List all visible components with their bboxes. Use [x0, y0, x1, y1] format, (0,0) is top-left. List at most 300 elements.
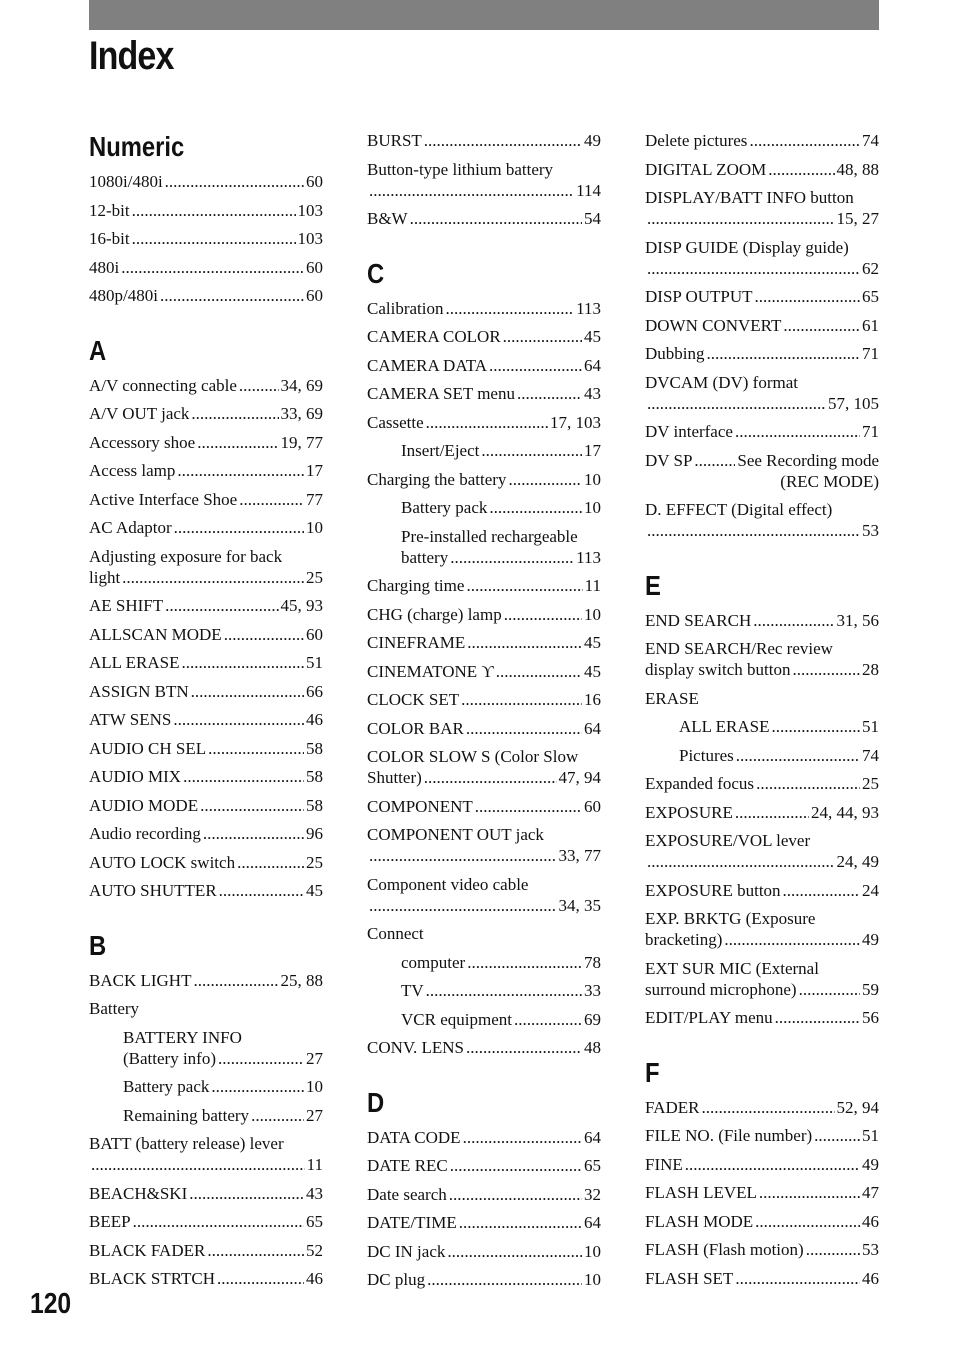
- entry-line: [367, 469, 601, 490]
- dot-leader: [369, 845, 557, 866]
- index-entry: [645, 802, 879, 823]
- index-section: [367, 130, 601, 229]
- page-reference: 28: [862, 660, 879, 679]
- entry-text: ATW SENS: [89, 710, 172, 729]
- entry-text: computer: [401, 952, 466, 972]
- dot-leader: [514, 1009, 582, 1030]
- entry-line: [679, 745, 879, 766]
- dot-leader: [755, 286, 860, 307]
- entry-line: [679, 716, 879, 737]
- dot-leader: [173, 709, 304, 730]
- entry-lead-text: BATTERY INFO: [123, 1027, 242, 1047]
- dot-leader: [369, 895, 557, 916]
- index-column-1: [89, 130, 323, 1297]
- entry-line: [645, 880, 879, 901]
- entry-line: [645, 159, 879, 180]
- section-heading: Numeric: [89, 131, 185, 162]
- index-entry: [645, 499, 879, 541]
- dot-leader: [197, 432, 278, 453]
- section-gap: [367, 1066, 601, 1086]
- index-entry: [89, 795, 323, 816]
- entry-text: AUDIO MIX: [89, 767, 182, 786]
- section-heading: A: [89, 334, 107, 366]
- entry-text: Access lamp: [89, 461, 176, 480]
- index-entry: [89, 681, 323, 702]
- index-entry: [89, 1133, 323, 1175]
- page-reference: 24, 49: [836, 852, 879, 871]
- dot-leader: [461, 689, 582, 710]
- entry-line: [123, 1048, 323, 1069]
- page-reference: 60: [306, 172, 323, 191]
- entry-line: [401, 1009, 601, 1030]
- dot-leader: [410, 208, 582, 229]
- index-entry: [89, 285, 323, 306]
- entry-line: [89, 403, 323, 424]
- entry-text: Remaining battery: [123, 1105, 250, 1125]
- page-reference: 11: [306, 1155, 323, 1174]
- index-entry: [89, 766, 323, 787]
- index-entry: [367, 661, 601, 682]
- entry-text: ALLSCAN MODE: [89, 624, 222, 644]
- entry-lead-text: EXP. BRKTG (Exposure: [645, 909, 816, 928]
- dot-leader: [759, 1182, 860, 1203]
- index-entry: [645, 638, 879, 680]
- dot-leader: [189, 1183, 304, 1204]
- entry-line: [645, 1125, 879, 1146]
- entry-text: DC plug: [367, 1270, 426, 1289]
- index-entry: [367, 208, 601, 229]
- index-entry: [367, 355, 601, 376]
- page-reference: 24, 44, 93: [811, 802, 879, 822]
- index-entry: [367, 1241, 601, 1262]
- dot-leader: [481, 440, 582, 461]
- entry-text: DV interface: [645, 422, 733, 441]
- entry-line: [367, 1155, 601, 1176]
- dot-leader: [203, 823, 304, 844]
- page-reference: 48, 88: [836, 159, 879, 179]
- page-reference: 113: [576, 547, 601, 567]
- index-entry: [367, 298, 601, 319]
- entry-text: VCR equipment: [401, 1009, 512, 1029]
- entry-text: FILE NO. (File number): [645, 1126, 813, 1145]
- index-entry: [367, 746, 601, 788]
- dot-leader: [251, 1105, 304, 1126]
- entry-text: Battery pack: [123, 1077, 210, 1096]
- entry-line: [89, 652, 323, 673]
- dot-leader: [450, 547, 574, 568]
- page-reference: 34, 69: [280, 375, 323, 395]
- entry-line: [89, 681, 323, 702]
- entry-text: BURST: [367, 131, 422, 150]
- index-entry: [89, 1076, 323, 1097]
- page-reference: 33, 77: [558, 846, 601, 865]
- index-entry: [367, 689, 601, 710]
- entry-text: EDIT/PLAY menu: [645, 1008, 773, 1027]
- entry-line: [89, 738, 323, 759]
- page-reference: 71: [862, 422, 879, 441]
- page-reference: 60: [306, 257, 323, 277]
- page-reference: 78: [584, 952, 601, 972]
- page-reference: 33, 69: [280, 404, 323, 423]
- index-entry: [645, 286, 879, 307]
- page-reference: 27: [306, 1105, 323, 1125]
- page-reference: 47: [862, 1183, 879, 1202]
- index-entry: [89, 970, 323, 991]
- index-entry: [89, 880, 323, 901]
- section-gap: [645, 1036, 879, 1056]
- index-entry: [367, 412, 601, 433]
- index-entry: [89, 624, 323, 645]
- page-reference: 61: [862, 315, 879, 335]
- entry-text: CONV. LENS: [367, 1038, 464, 1057]
- page-reference: 65: [862, 287, 879, 306]
- index-entry: [367, 497, 601, 518]
- dot-leader: [424, 130, 582, 151]
- entry-text: 480p/480i: [89, 286, 158, 305]
- entry-lead-text: Connect: [367, 924, 424, 943]
- page-reference: 58: [306, 795, 323, 815]
- page-reference: 47, 94: [558, 768, 601, 787]
- page-reference: 46: [306, 710, 323, 729]
- entry-line: [367, 767, 601, 788]
- dot-leader: [755, 1211, 860, 1232]
- index-section: [89, 171, 323, 306]
- entry-text: display switch button: [645, 660, 791, 679]
- index-entry: [367, 796, 601, 817]
- entry-line: [645, 520, 879, 541]
- entry-line: [89, 489, 323, 510]
- page-reference: 34, 35: [558, 895, 601, 915]
- dot-leader: [783, 880, 860, 901]
- entry-text: ALL ERASE: [679, 717, 770, 736]
- dot-leader: [489, 497, 582, 518]
- dot-leader: [647, 208, 835, 229]
- index-entry: [645, 958, 879, 1000]
- entry-line: [645, 1182, 879, 1203]
- page-reference: 65: [584, 1156, 601, 1175]
- entry-line: [89, 852, 323, 873]
- index-entry: [367, 1184, 601, 1205]
- page-reference: 10: [584, 469, 601, 489]
- entry-text: Charging time: [367, 576, 465, 595]
- entry-line: [645, 208, 879, 229]
- page-reference: 46: [862, 1268, 879, 1288]
- entry-text: DISP OUTPUT: [645, 287, 753, 306]
- index-entry: [89, 171, 323, 192]
- index-entry: [367, 604, 601, 625]
- page-reference: 69: [584, 1009, 601, 1029]
- page-reference: 49: [584, 131, 601, 150]
- index-entry: [645, 745, 879, 766]
- entry-text: Active Interface Shoe: [89, 489, 238, 509]
- entry-line: [89, 200, 323, 221]
- entry-text: FLASH MODE: [645, 1211, 754, 1231]
- entry-lead-text: END SEARCH/Rec review: [645, 639, 833, 658]
- index-entry: [89, 375, 323, 396]
- dot-leader: [426, 412, 548, 433]
- entry-text: CINEFRAME: [367, 633, 466, 652]
- dot-leader: [467, 952, 582, 973]
- index-entry: [645, 1125, 879, 1146]
- entry-text: Dubbing: [645, 344, 705, 363]
- dot-leader: [489, 355, 582, 376]
- index-entry: [645, 1211, 879, 1232]
- index-entry: [645, 1007, 879, 1028]
- page-reference: 32: [584, 1184, 601, 1204]
- entry-line: [89, 709, 323, 730]
- dot-leader: [424, 767, 557, 788]
- dot-leader: [736, 745, 860, 766]
- entry-text: Delete pictures: [645, 131, 748, 150]
- page-reference: 10: [584, 1241, 601, 1261]
- entry-text: FADER: [645, 1097, 700, 1117]
- dot-leader: [707, 343, 861, 364]
- index-entry: [645, 187, 879, 229]
- entry-text: Calibration: [367, 298, 444, 318]
- page-reference: 10: [584, 1270, 601, 1289]
- entry-line: [367, 383, 601, 404]
- entry-line: [645, 1239, 879, 1260]
- entry-line: [645, 773, 879, 794]
- page-reference: 65: [306, 1212, 323, 1231]
- index-entry: [367, 923, 601, 944]
- entry-text: DIGITAL ZOOM: [645, 159, 767, 179]
- dot-leader: [647, 258, 860, 279]
- entry-line: [367, 718, 601, 739]
- entry-text: FLASH SET: [645, 1268, 734, 1288]
- entry-text: (Battery info): [123, 1048, 216, 1068]
- entry-line: [645, 1097, 879, 1118]
- entry-line: [367, 661, 601, 682]
- entry-text: AUTO SHUTTER: [89, 881, 217, 900]
- dot-leader: [724, 929, 860, 950]
- entry-text: DATA CODE: [367, 1127, 461, 1147]
- entry-line: [645, 979, 879, 1000]
- index-entry: [645, 130, 879, 151]
- dot-leader: [753, 610, 834, 631]
- entry-text: BEEP: [89, 1212, 131, 1231]
- dot-leader: [647, 851, 835, 872]
- entry-text: Expanded focus: [645, 774, 755, 793]
- dot-leader: [647, 520, 860, 541]
- index-entry: [89, 852, 323, 873]
- dot-leader: [685, 1154, 860, 1175]
- index-entry: [645, 1239, 879, 1260]
- page-reference: 54: [584, 209, 601, 228]
- dot-leader: [799, 979, 860, 1000]
- dot-leader: [508, 469, 582, 490]
- page-reference: 24: [862, 880, 879, 900]
- page-reference: 10: [306, 1077, 323, 1096]
- index-entry: [367, 874, 601, 916]
- entry-text: DC IN jack: [367, 1241, 446, 1261]
- entry-line: [367, 845, 601, 866]
- section-gap: [367, 237, 601, 257]
- entry-text: DATE/TIME: [367, 1213, 457, 1232]
- page-reference: 59: [862, 979, 879, 999]
- entry-line: [123, 1105, 323, 1126]
- page-reference: 43: [584, 384, 601, 403]
- entry-line: [645, 1211, 879, 1232]
- page-reference: 46: [306, 1269, 323, 1288]
- page-reference: 64: [584, 1213, 601, 1232]
- entry-line: [367, 1184, 601, 1205]
- entry-line: [367, 1127, 601, 1148]
- entry-line: [367, 130, 601, 151]
- index-entry: [645, 1268, 879, 1289]
- page-title: Index: [89, 34, 174, 78]
- entry-lead-text: BATT (battery release) lever: [89, 1134, 284, 1153]
- entry-text: Date search: [367, 1184, 447, 1204]
- index-entry: [89, 998, 323, 1019]
- entry-line: [89, 257, 323, 278]
- dot-leader: [237, 852, 304, 873]
- entry-line: [89, 1240, 323, 1261]
- entry-text: DOWN CONVERT: [645, 315, 782, 335]
- entry-text: Insert/Eject: [401, 441, 480, 460]
- index-entry: [367, 1269, 601, 1290]
- index-entry: [367, 1009, 601, 1030]
- index-entry: [367, 440, 601, 461]
- index-entry: [367, 1212, 601, 1233]
- page-reference: 53: [862, 521, 879, 540]
- dot-leader: [735, 421, 860, 442]
- page-reference: 10: [306, 518, 323, 537]
- page-reference: 43: [306, 1183, 323, 1203]
- index-entry: [89, 432, 323, 453]
- page-reference: 27: [306, 1048, 323, 1068]
- index-entry: [89, 823, 323, 844]
- entry-text: Pictures: [679, 745, 734, 765]
- entry-text: ASSIGN BTN: [89, 681, 189, 701]
- dot-leader: [450, 1155, 582, 1176]
- page-reference: 16: [584, 690, 601, 709]
- index-entry: [89, 228, 323, 249]
- entry-line: [89, 823, 323, 844]
- entry-line: [645, 130, 879, 151]
- page-reference: 49: [862, 1154, 879, 1174]
- index-entry: [367, 469, 601, 490]
- page-reference: 25: [306, 567, 323, 587]
- entry-line: [367, 1241, 601, 1262]
- page-reference: 96: [306, 824, 323, 843]
- index-entry: [89, 200, 323, 221]
- dot-leader: [165, 595, 278, 616]
- page-reference: 114: [576, 180, 601, 200]
- dot-leader: [496, 661, 582, 682]
- entry-text: AE SHIFT: [89, 596, 164, 615]
- entry-line: [89, 970, 323, 991]
- entry-text: COMPONENT: [367, 796, 473, 816]
- entry-line: [645, 659, 879, 680]
- index-entry: [367, 952, 601, 973]
- index-entry: [367, 575, 601, 596]
- entry-text: BACK LIGHT: [89, 970, 192, 990]
- page-reference: 64: [584, 1127, 601, 1147]
- index-entry: [367, 632, 601, 653]
- entry-text: DATE REC: [367, 1156, 448, 1175]
- dot-leader: [191, 681, 304, 702]
- entry-line: [367, 208, 601, 229]
- entry-text: AC Adaptor: [89, 518, 172, 537]
- index-entry: [645, 716, 879, 737]
- page-reference: 103: [297, 229, 323, 248]
- entry-text: EXPOSURE: [645, 802, 733, 822]
- page-reference: 25, 88: [280, 970, 323, 990]
- index-entry: [89, 460, 323, 481]
- index-entry: [89, 652, 323, 673]
- index-section: [367, 298, 601, 1059]
- page-reference: 74: [862, 131, 879, 150]
- entry-line: [401, 440, 601, 461]
- entry-line: [645, 315, 879, 336]
- entry-text: CAMERA DATA: [367, 355, 488, 375]
- index-section: [89, 375, 323, 902]
- section-gap: [645, 549, 879, 569]
- entry-text: FLASH (Flash motion): [645, 1240, 804, 1259]
- page-reference: 60: [306, 624, 323, 644]
- entry-text: COLOR BAR: [367, 718, 464, 738]
- entry-line: [89, 1154, 323, 1175]
- entry-lead-text: Adjusting exposure for back: [89, 546, 283, 566]
- entry-line: [89, 460, 323, 481]
- dot-leader: [133, 1211, 304, 1232]
- entry-line: [367, 412, 601, 433]
- entry-line: [367, 355, 601, 376]
- entry-line: [645, 851, 879, 872]
- entry-continuation: (REC MODE): [780, 471, 879, 491]
- entry-line: [89, 228, 323, 249]
- page-reference: 71: [862, 344, 879, 363]
- page-reference: 45, 93: [280, 596, 323, 615]
- index-section: [645, 610, 879, 1029]
- entry-line: [367, 604, 601, 625]
- entry-line: [645, 421, 879, 442]
- entry-text: AUTO LOCK switch: [89, 852, 236, 872]
- entry-line: [89, 1183, 323, 1204]
- dot-leader: [792, 659, 860, 680]
- entry-lead-text: EXT SUR MIC (External: [645, 958, 819, 978]
- entry-text: Shutter): [367, 768, 422, 787]
- page-reference: 66: [306, 681, 323, 701]
- page-reference: 49: [862, 930, 879, 949]
- dot-leader: [211, 1076, 304, 1097]
- index-section: [645, 1097, 879, 1289]
- section-heading: D: [367, 1086, 385, 1118]
- entry-line: [367, 796, 601, 817]
- index-entry: [89, 546, 323, 588]
- index-entry: [367, 1127, 601, 1148]
- page-reference: 62: [862, 258, 879, 278]
- index-entry: [89, 1027, 323, 1069]
- index-entry: [367, 1037, 601, 1058]
- dot-leader: [445, 298, 574, 319]
- dot-leader: [466, 1037, 582, 1058]
- page-reference: 64: [584, 718, 601, 738]
- page-reference: 57, 105: [828, 393, 879, 413]
- page-reference: 45: [584, 633, 601, 652]
- dot-leader: [217, 1268, 304, 1289]
- index-entry: [645, 610, 879, 631]
- entry-text: AUDIO CH SEL: [89, 738, 207, 758]
- index-entry: [645, 372, 879, 414]
- page-reference: 51: [862, 717, 879, 736]
- entry-text: surround microphone): [645, 979, 797, 999]
- page-reference: 60: [584, 796, 601, 816]
- index-entry: [645, 1154, 879, 1175]
- page-reference: 15, 27: [836, 209, 879, 228]
- dot-leader: [426, 980, 582, 1001]
